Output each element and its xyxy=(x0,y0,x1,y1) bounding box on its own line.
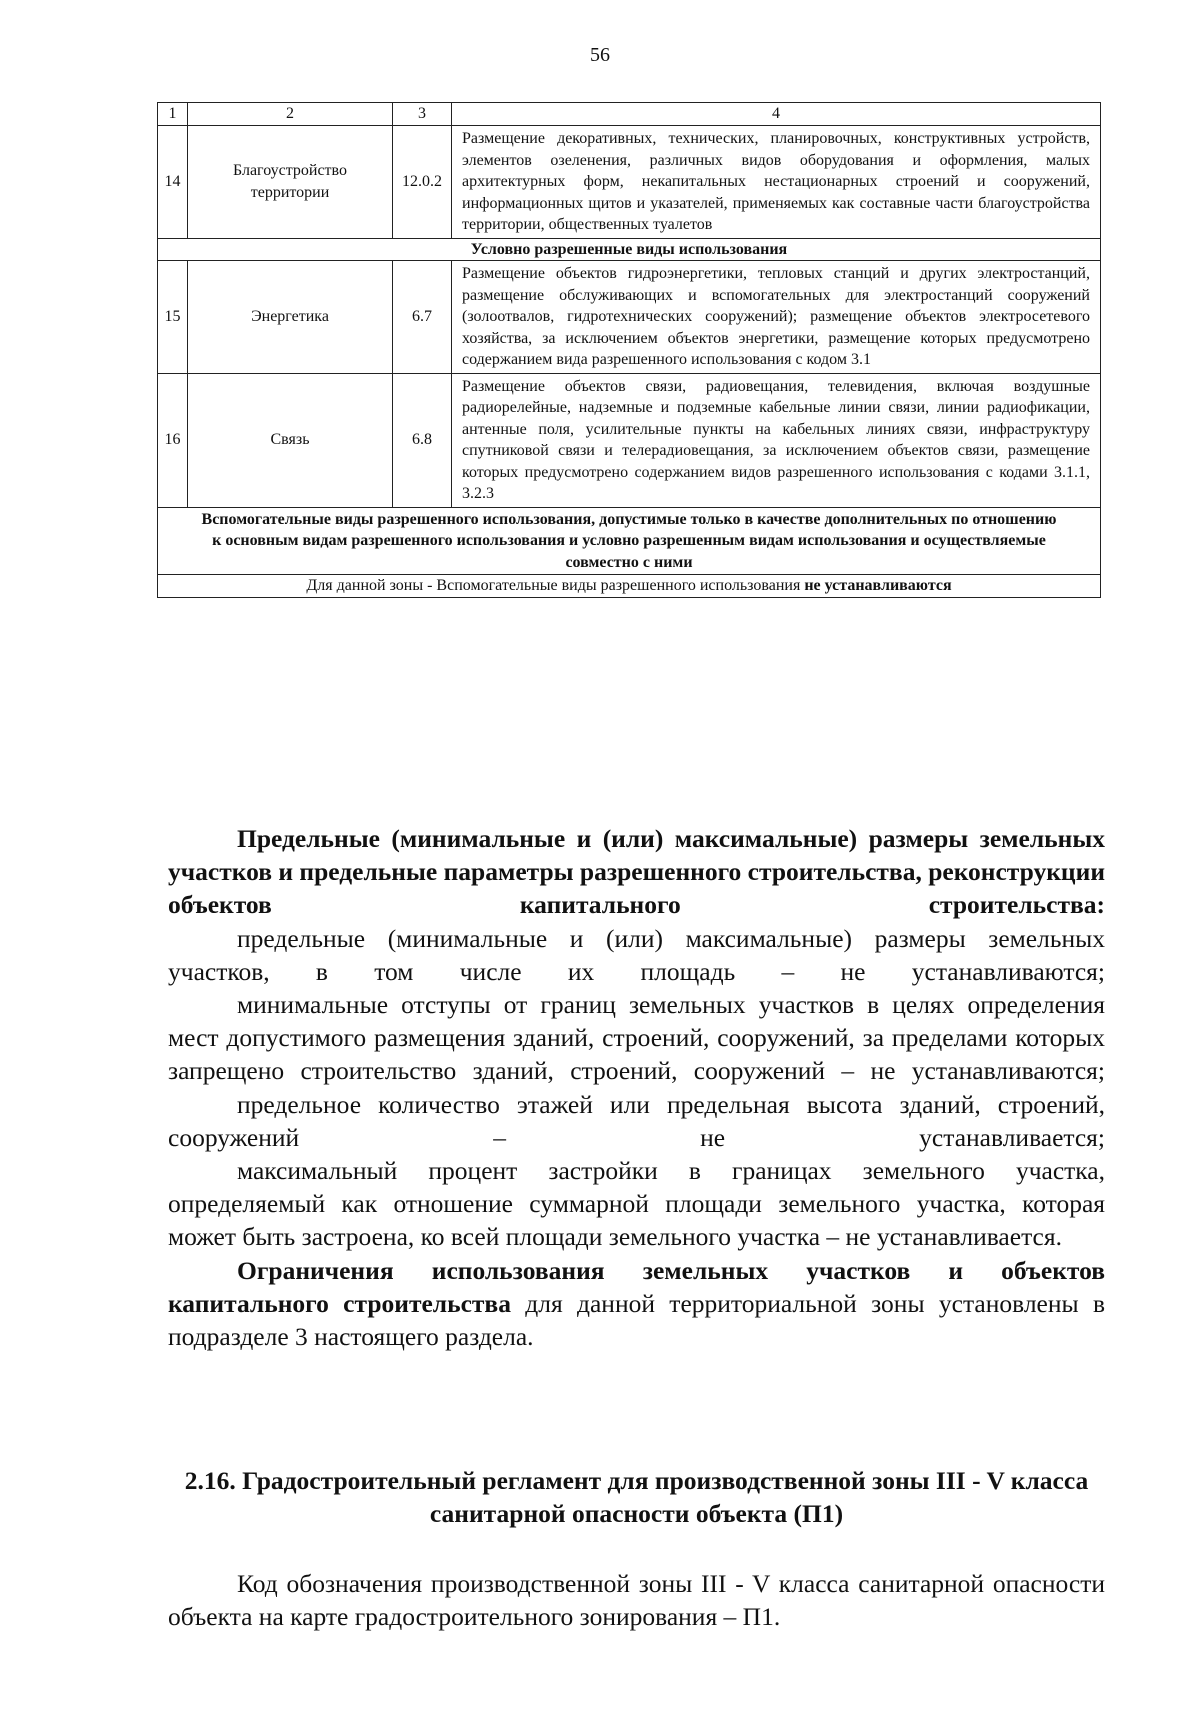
use-description: Размещение объектов связи, радиовещания, телевидения, включая воздушные радиорелейные, надземные и подземные кабельные линии связи, линии радиофикации, антенные поля, усилительные пункты на кабельных линиях связи, инфраструктуру спутниковой связи и телерадиовещания, за исключением объектов связи, размещение которых предусмотрено содержанием видов разрешенного использования с кодами 3.1.1, 3.2.3 xyxy=(452,373,1101,507)
use-code: 12.0.2 xyxy=(393,126,452,239)
section-row-auxiliary xyxy=(158,507,1101,575)
footer-note-prefix: Для данной зоны - Вспомогательные виды разрешенного использования xyxy=(306,577,805,594)
table-header-row xyxy=(158,103,1101,126)
header-col-1: 1 xyxy=(158,103,188,126)
use-code: 6.8 xyxy=(393,373,452,507)
table-footer-row xyxy=(158,575,1101,598)
row-number: 15 xyxy=(158,261,188,374)
restrictions-paragraph xyxy=(168,1254,1105,1354)
limits-item: максимальный процент застройки в границах земельного участка, определяемый как отношение суммарной площади земельного участка, которая может быть застроена, ко всей площади земельного участка – не устанавливается. xyxy=(168,1156,1105,1252)
limits-item: предельные (минимальные и (или) максимальные) размеры земельных участков, в том числе их площадь – не устанавливаются; xyxy=(168,923,1105,986)
use-name: Энергетика xyxy=(188,261,393,374)
limits-item: минимальные отступы от границ земельных участков в целях определения мест допустимого размещения зданий, строений, сооружений, за пределами которых запрещено строительство зданий, строений, сооружений – не устанавливаются; xyxy=(168,990,1105,1086)
table-row xyxy=(158,126,1101,239)
header-col-3: 3 xyxy=(393,103,452,126)
limits-section xyxy=(168,822,1105,1353)
section-auxiliary-title: Вспомогательные виды разрешенного использования, допустимые только в качестве дополнительных по отношению к основным видам разрешенного использования и условно разрешенным видам использования и осуществляемые совместно с ними xyxy=(158,507,1101,575)
use-name: Благоустройство территории xyxy=(188,126,393,239)
row-number: 14 xyxy=(158,126,188,239)
table-row xyxy=(158,373,1101,507)
use-name: Связь xyxy=(188,373,393,507)
restrictions-rest: для данной территориальной зоны установлены в подразделе 3 настоящего раздела. xyxy=(168,1288,1106,1352)
zone-code-section xyxy=(168,1567,1105,1633)
use-description: Размещение декоративных, технических, планировочных, конструктивных устройств, элементов озеленения, различных видов оборудования и оформления, малых архитектурных форм, некапитальных нестационарных строений и сооружений, информационных щитов и указателей, применяемых как составные части благоустройства территории, общественных туалетов xyxy=(452,126,1101,239)
restrictions-bold: Ограничения использования земельных участков и объектов капитального строительства xyxy=(168,1255,1105,1318)
land-use-table xyxy=(157,102,1101,598)
section-conditional-title: Условно разрешенные виды использования xyxy=(158,238,1101,261)
use-code: 6.7 xyxy=(393,261,452,374)
limits-item: предельное количество этажей или предельная высота зданий, строений, сооружений – не устанавливается; xyxy=(168,1089,1105,1152)
section-row-conditional xyxy=(158,238,1101,261)
row-number: 16 xyxy=(158,373,188,507)
header-col-4: 4 xyxy=(452,103,1101,126)
zone-code-text: Код обозначения производственной зоны III - V класса санитарной опасности объекта на карте градостроительного зонирования – П1. xyxy=(168,1569,1105,1632)
footer-note xyxy=(158,575,1101,598)
limits-heading: Предельные (минимальные и (или) максимальные) размеры земельных участков и предельные параметры разрешенного строительства, реконструкции объектов капитального строительства: xyxy=(168,824,1106,920)
header-col-2: 2 xyxy=(188,103,393,126)
use-description: Размещение объектов гидроэнергетики, тепловых станций и других электростанций, размещение обслуживающих и вспомогательных для электростанций сооружений (золоотвалов, гидротехнических сооружений); размещение объектов электросетевого хозяйства, за исключением объектов энергетики, размещение которых предусмотрено содержанием вида разрешенного использования с кодом 3.1 xyxy=(452,261,1101,374)
table-row xyxy=(158,261,1101,374)
page-number: 56 xyxy=(590,44,610,66)
footer-note-bold: не устанавливаются xyxy=(804,577,952,594)
section-title: 2.16. Градостроительный регламент для производственной зоны III - V класса санитарной опасности объекта (П1) xyxy=(184,1466,1089,1529)
